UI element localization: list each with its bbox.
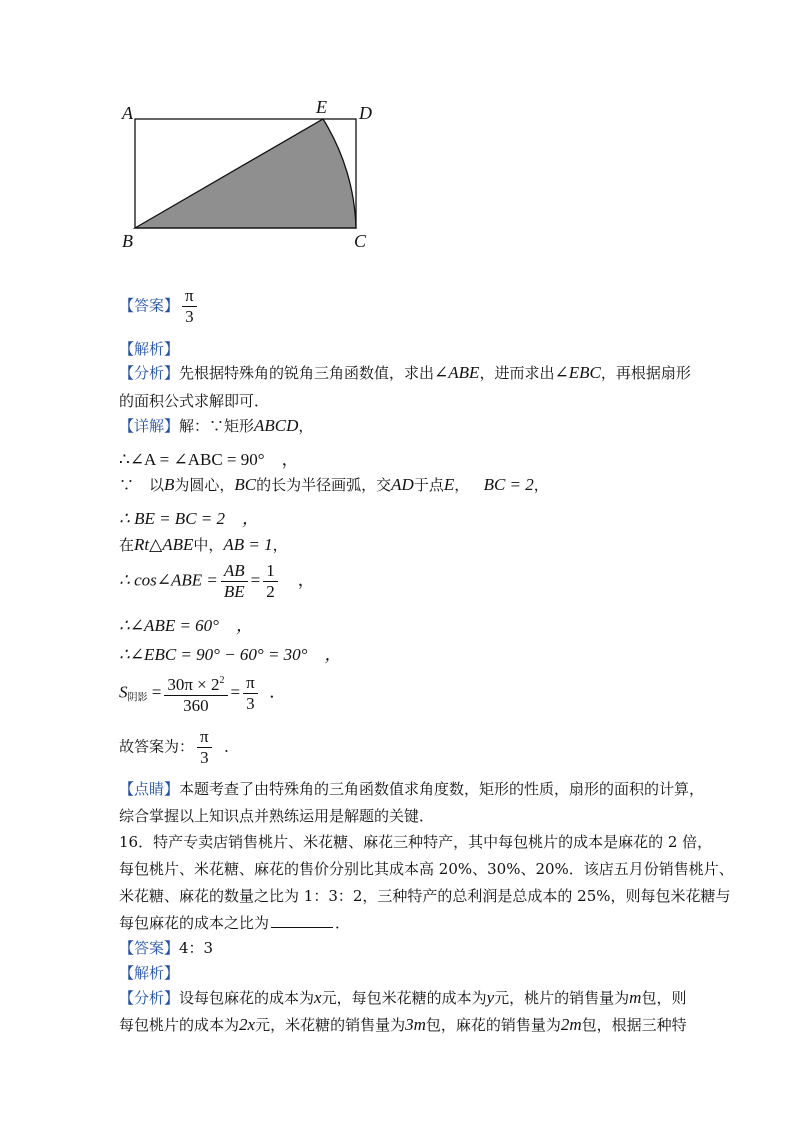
bc-equals-2: BC = 2	[483, 475, 534, 494]
q16-text: 每包麻花的成本之比为	[119, 914, 270, 932]
s-label: S	[119, 682, 128, 702]
answer-blank	[271, 913, 333, 928]
cos-abe: ∴ cos∠ABE =	[119, 570, 218, 590]
step-text: 的长为半径画弧，交	[256, 476, 392, 494]
q16-answer-line	[119, 937, 213, 958]
step-area	[119, 672, 286, 715]
fenxi-text: 包，根据三种特	[581, 1016, 687, 1034]
shaded-region	[135, 119, 356, 228]
step-5	[119, 534, 288, 555]
rect-abcd-label: ABCD	[254, 416, 299, 435]
fenxi-text: 先根据特殊角的锐角三角函数值，求出	[179, 364, 435, 382]
step-text: ，	[272, 536, 288, 554]
step-text: ，	[533, 476, 549, 494]
label-c: C	[354, 231, 367, 251]
q16-line3: 米花糖、麻花的数量之比为 1：3：2，三种特产的总利润是总成本的 25%，则每包米花糖与	[119, 887, 731, 905]
equals-sign: =	[151, 682, 162, 702]
rt-triangle-abe: Rt△ABE	[134, 535, 194, 554]
q15-answer-line	[119, 287, 200, 326]
step-2: ∴∠A = ∠ABC = 90° ，	[119, 450, 299, 469]
angle-ebc: ∠EBC	[554, 363, 601, 382]
frac-den: BE	[223, 582, 245, 601]
step-text: ．	[224, 737, 240, 756]
angle-abe: ∠ABE	[434, 363, 480, 382]
fenxi-text: 元，每包米花糖的成本为	[321, 989, 487, 1007]
geometry-figure	[110, 92, 390, 260]
fenxi-text: 每包桃片的成本为	[119, 1016, 240, 1034]
q16-line4	[119, 912, 350, 933]
step-text: ．	[269, 682, 287, 702]
step-3	[119, 474, 549, 495]
equals-sign: =	[250, 570, 261, 590]
fenxi-text: 元，米花糖的销售量为	[255, 1016, 406, 1034]
dianjing-line2: 综合掌握以上知识点并熟练运用是解题的关键．	[119, 807, 435, 825]
frac-num: 30π × 2	[167, 675, 220, 694]
superscript: 2	[219, 675, 225, 686]
answer-tag: 【答案】	[119, 939, 180, 957]
fraction-pi-3	[243, 674, 258, 713]
var-b: B	[164, 475, 175, 494]
q15-fenxi-line1	[119, 362, 691, 383]
q15-jiexi-tag: 【解析】	[119, 340, 180, 358]
step-4: ∴ BE = BC = 2 ，	[119, 509, 260, 528]
fraction-ab-be	[221, 562, 248, 601]
step-6	[119, 562, 315, 601]
q15-fenxi-line2: 的面积公式求解即可．	[119, 392, 270, 410]
gu-answer-line	[119, 728, 239, 767]
frac-den: 3	[200, 748, 209, 767]
var-ad: AD	[391, 475, 414, 494]
answer-text: 4：3	[179, 939, 214, 957]
ab-equals-1: AB = 1	[223, 535, 273, 554]
q16-text: ．	[335, 914, 351, 932]
step-8: ∴∠EBC = 90° − 60° = 30° ，	[119, 645, 342, 664]
var-3m: 3m	[405, 1015, 426, 1034]
label-b: B	[122, 231, 133, 251]
step-text: 为圆心，	[174, 476, 235, 494]
frac-num: π	[243, 674, 258, 694]
fenxi-tag: 【分析】	[119, 364, 180, 382]
step-text: ∵ 以	[119, 476, 165, 494]
frac-num: AB	[221, 562, 248, 582]
var-e: E	[443, 475, 455, 494]
q16-fenxi-line2	[119, 1014, 687, 1035]
var-x: x	[314, 988, 322, 1007]
xiangjie-tag: 【详解】	[119, 417, 180, 435]
fenxi-text: 包，麻花的销售量为	[425, 1016, 561, 1034]
frac-den: 3	[246, 694, 255, 713]
step-text: 中，	[193, 536, 224, 554]
q16-fenxi-line1	[119, 987, 686, 1008]
q16-line2: 每包桃片、米花糖、麻花的售价分别比其成本高 20%、30%、20%．该店五月份销售桃片、	[119, 860, 734, 878]
fenxi-text: ，进而求出	[479, 364, 555, 382]
fenxi-text: 包，则	[641, 989, 687, 1007]
answer-num: π	[182, 287, 197, 307]
step-text: 在	[119, 536, 135, 554]
var-y: y	[486, 988, 495, 1007]
frac-den: 2	[266, 582, 275, 601]
fraction-area	[164, 672, 227, 715]
equals-sign: =	[230, 682, 241, 702]
step-text: ，	[280, 570, 315, 590]
step-text: ，	[298, 417, 314, 435]
label-a: A	[122, 103, 133, 123]
gu-text: 故答案为：	[119, 737, 195, 756]
dianjing-text: 本题考查了由特殊角的三角函数值求角度数，矩形的性质，扇形的面积的计算，	[179, 780, 705, 798]
fenxi-text: ，再根据扇形	[600, 364, 691, 382]
fenxi-text: 设每包麻花的成本为	[179, 989, 315, 1007]
var-2x: 2x	[239, 1015, 256, 1034]
q16-jiexi-tag: 【解析】	[119, 964, 180, 982]
fraction-one-half	[263, 562, 278, 601]
frac-den: 360	[183, 696, 209, 715]
dianjing-line1	[119, 778, 704, 799]
fraction-gu	[197, 728, 212, 767]
dianjing-tag: 【点睛】	[119, 780, 180, 798]
var-bc: BC	[234, 475, 257, 494]
var-2m: 2m	[560, 1015, 582, 1034]
fenxi-tag: 【分析】	[119, 989, 180, 1007]
step-text: 于点	[413, 476, 444, 494]
label-e: E	[316, 97, 327, 117]
q16-line1: 16．特产专卖店销售桃片、米花糖、麻花三种特产，其中每包桃片的成本是麻花的 2 倍，	[119, 833, 713, 851]
frac-num: 1	[263, 562, 278, 582]
step-text: 解：∵矩形	[179, 417, 255, 435]
label-d: D	[359, 103, 372, 123]
answer-fraction	[182, 287, 197, 326]
frac-num: π	[197, 728, 212, 748]
fenxi-text: 元，桃片的销售量为	[494, 989, 630, 1007]
q15-xiangjie-line	[119, 415, 313, 436]
s-subscript: 阴影	[127, 692, 148, 704]
step-text: ，	[454, 476, 470, 494]
var-m: m	[629, 988, 642, 1007]
step-7: ∴∠ABE = 60° ，	[119, 616, 253, 635]
answer-den: 3	[185, 307, 194, 326]
answer-tag: 【答案】	[119, 296, 180, 315]
